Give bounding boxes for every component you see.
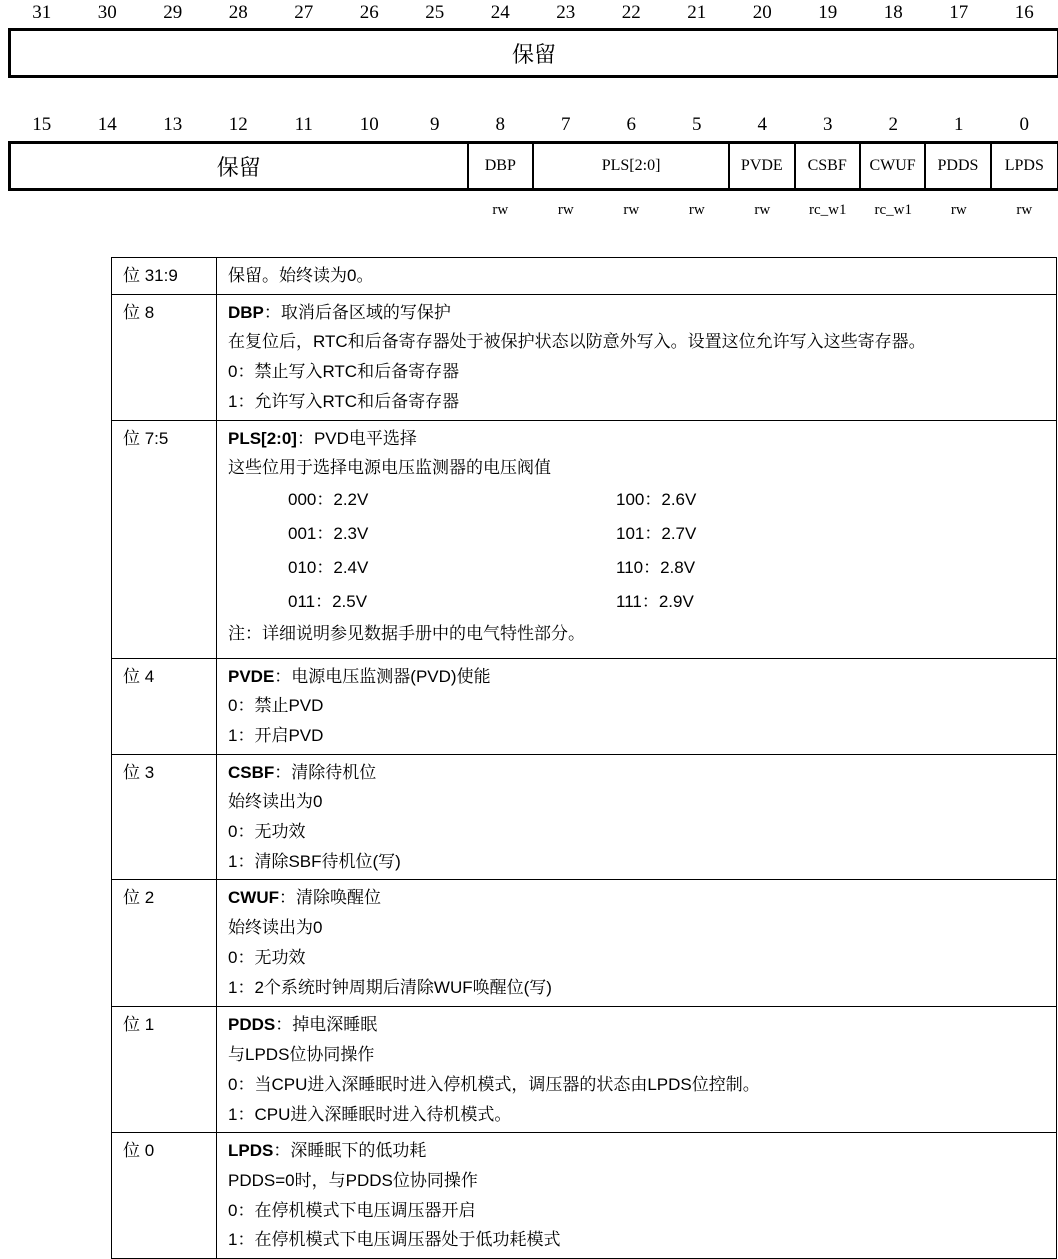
description-line: 与LPDS位协同操作 [228,1045,375,1065]
table-row [112,420,1057,658]
field-heading [228,883,1056,913]
description-line: 1：CPU进入深睡眠时进入待机模式。 [228,1104,512,1124]
field-name: PDDS [228,1015,276,1035]
description-line: 1：开启PVD [228,725,324,745]
bit-number: 13 [163,114,183,135]
access-type: rc_w1 [874,202,912,218]
bit-number: 5 [692,114,702,135]
threshold-value: 111：2.9V [616,591,694,611]
register-field: 保留 [11,144,469,188]
bit-number: 7 [561,114,571,135]
table-row [112,1007,1057,1133]
bit-range: 位 1 [112,1007,217,1133]
bit-number: 8 [495,114,505,135]
bit-number: 1 [954,114,964,135]
table-row [112,658,1057,754]
low-bit-numbers [9,114,1057,136]
field-title: ：掉电深睡眠 [275,1015,378,1035]
field-heading [228,424,1056,454]
bit-number: 18 [883,2,903,23]
table-row [112,754,1057,880]
access-type [402,202,468,219]
bit-description [217,1133,1057,1259]
bit-number: 16 [1014,2,1034,23]
access-type: rw [688,202,705,218]
bit-number: 30 [97,2,117,23]
field-name: DBP [228,302,264,322]
bit-number: 23 [556,2,576,23]
register-low-half [8,141,1058,191]
threshold-value: 100：2.6V [616,489,697,509]
description-line: 0：无功效 [228,822,306,842]
table-row [112,294,1057,420]
access-type [140,202,206,219]
bit-range: 位 3 [112,754,217,880]
register-field: DBP [469,144,534,188]
bit-number: 9 [430,114,440,135]
bit-description-table [111,257,1057,1259]
bit-range: 位 0 [112,1133,217,1259]
bit-description [217,880,1057,1007]
field-title: ：取消后备区域的写保护 [263,302,451,322]
field-name: PLS[2:0] [228,428,297,448]
threshold-values [228,483,1056,619]
bit-number: 29 [163,2,183,23]
description-line: 1：2个系统时钟周期后清除WUF唤醒位(写) [228,977,552,997]
register-field: PLS[2:0] [534,144,730,188]
register-field: 保留 [511,41,556,67]
description-line: PDDS=0时，与PDDS位协同操作 [228,1170,478,1190]
description-line: 1：允许写入RTC和后备寄存器 [228,391,460,411]
bit-number: 25 [425,2,445,23]
bit-number: 31 [32,2,52,23]
bit-description [217,294,1057,420]
bit-number: 0 [1019,114,1029,135]
register-field: PDDS [926,144,991,188]
bit-range: 位 8 [112,294,217,420]
bit-number: 3 [823,114,833,135]
access-type [337,202,403,219]
description-line: 在复位后，RTC和后备寄存器处于被保护状态以防意外写入。设置这位允许写入这些寄存器。 [228,332,926,352]
access-type [206,202,272,219]
bit-number: 20 [752,2,772,23]
bit-number: 11 [294,114,313,135]
register-field: CWUF [861,144,926,188]
field-name: LPDS [228,1141,274,1161]
table-row [112,1133,1057,1259]
access-types [9,202,1057,219]
bit-range: 位 7:5 [112,420,217,658]
field-name: PVDE [228,666,275,686]
access-type: rw [492,202,509,218]
field-title: ：清除唤醒位 [278,888,381,908]
description-line: 1：清除SBF待机位(写) [228,851,401,871]
access-type [271,202,337,219]
threshold-value: 000：2.2V [288,489,369,509]
bit-range: 位 2 [112,880,217,1007]
field-title: ：清除待机位 [274,762,377,782]
description-line: 始终读出为0 [228,792,323,812]
bit-number: 10 [359,114,379,135]
bit-number: 22 [621,2,641,23]
bit-number: 17 [949,2,969,23]
description-line: 0：在停机模式下电压调压器开启 [228,1200,476,1220]
bit-number: 12 [228,114,248,135]
bit-number: 21 [687,2,707,23]
threshold-value: 001：2.3V [288,523,369,543]
bit-description [217,658,1057,754]
bit-number: 26 [359,2,379,23]
field-heading [228,662,1056,692]
description-line: 0：无功效 [228,947,306,967]
field-heading [228,1010,1056,1040]
bit-number: 4 [757,114,767,135]
description-line: 0：当CPU进入深睡眠时进入停机模式，调压器的状态由LPDS位控制。 [228,1074,760,1094]
description-line: 0：禁止写入RTC和后备寄存器 [228,362,460,382]
bit-range: 位 31:9 [112,258,217,295]
description-line: 保留。始终读为0。 [228,266,374,285]
register-high-half [8,28,1058,78]
description-line: 1：在停机模式下电压调压器处于低功耗模式 [228,1230,561,1250]
description-line: 这些位用于选择电源电压监测器的电压阀值 [228,458,551,478]
access-type [75,202,141,219]
high-bit-numbers [9,2,1057,24]
field-title: ：电源电压监测器(PVD)使能 [274,666,491,686]
access-type: rw [557,202,574,218]
bit-number: 15 [32,114,52,135]
access-type: rw [623,202,640,218]
register-field: LPDS [1004,157,1044,174]
bit-description [217,1007,1057,1133]
bit-number: 24 [490,2,510,23]
description-line: 始终读出为0 [228,918,323,938]
bit-description [217,754,1057,880]
description-line: 0：禁止PVD [228,696,324,716]
bit-description [217,258,1057,295]
bit-range: 位 4 [112,658,217,754]
register-field: CSBF [796,144,861,188]
register-field: PVDE [730,144,795,188]
note: 注：详细说明参见数据手册中的电气特性部分。 [228,623,585,643]
field-title: ：深睡眠下的低功耗 [273,1141,427,1161]
bit-number: 14 [97,114,117,135]
field-heading [228,758,1056,788]
threshold-value: 011：2.5V [288,591,368,611]
access-type: rw [1016,202,1033,218]
field-title: ：PVD电平选择 [296,428,417,448]
access-type: rw [950,202,967,218]
field-heading [228,1136,1056,1166]
bit-description [217,420,1057,658]
bit-number: 2 [888,114,898,135]
bit-number: 6 [626,114,636,135]
table-row [112,880,1057,1007]
field-heading [228,298,1056,328]
field-name: CSBF [228,762,275,782]
table-row [112,258,1057,295]
threshold-value: 101：2.7V [616,523,697,543]
bit-number: 19 [818,2,838,23]
bit-number: 27 [294,2,314,23]
access-type: rw [754,202,771,218]
access-type: rc_w1 [809,202,847,218]
bit-number: 28 [228,2,248,23]
threshold-value: 010：2.4V [288,557,369,577]
access-type [9,202,75,219]
threshold-value: 110：2.8V [616,557,696,577]
field-name: CWUF [228,888,279,908]
